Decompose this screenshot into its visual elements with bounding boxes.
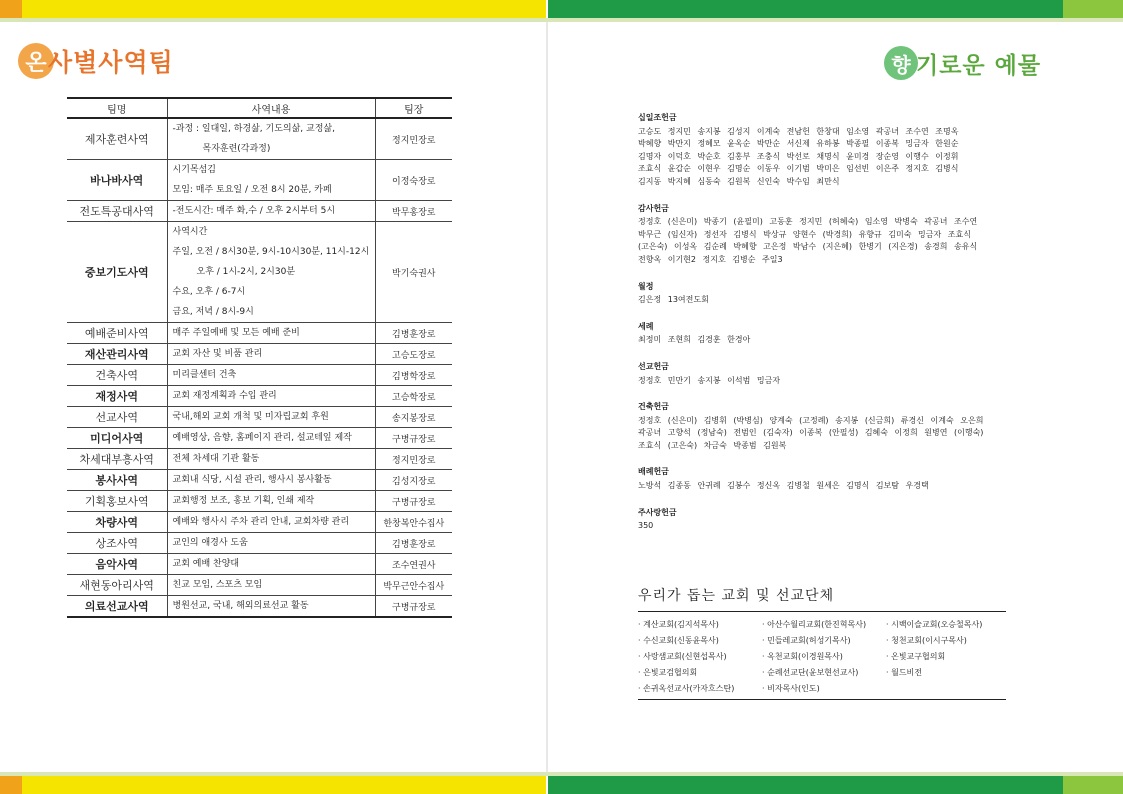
description-line: 사역시간 [172,227,208,237]
team-name: 재산관리사역 [67,344,167,365]
bottom-thin-band [0,772,1123,776]
offering-group [638,401,1038,452]
team-name: 선교사역 [67,407,167,428]
team-name: 차량사역 [67,512,167,533]
offering-group-title: 선교헌금 [638,361,669,371]
description-line: 친교 모임, 스포츠 모임 [172,580,263,590]
ministry-description [167,428,375,449]
description-line: 교인의 애경사 도움 [172,538,248,548]
table-row [67,160,452,201]
offering-names-line: 정정호 (신은미) 김병휘 (박병심) 양계숙 (고정례) 송지봉 (신금희) 류경신 이계숙 오은희 [638,415,984,425]
offering-names-line: 박무근 (임신자) 정선자 김병식 박상규 양현수 (박경희) 유향규 김미숙 밍금자 조효식 [638,229,971,239]
supported-church-item: · 월드비전 [886,668,922,677]
offering-group [638,507,1038,533]
bottom-left-yellow-bar [22,776,546,794]
table-row [67,386,452,407]
description-line: 예배와 행사시 주차 관리 안내, 교회차량 관리 [172,517,350,527]
team-name: 예배준비사역 [67,323,167,344]
supported-churches-title: 우리가 돕는 교회 및 선교단체 [638,585,1006,612]
table-row [67,533,452,554]
supported-church-item: · 시백이슬교회(오승철목사) [886,620,983,629]
team-leader: 이정숙장로 [375,160,452,201]
bottom-right-green-bar [548,776,1063,794]
offering-names-line: 노방석 김종동 안귀례 김봉수 정신옥 김병철 원세은 김명식 김보탐 우경택 [638,481,929,491]
offering-group-title: 배례헌금 [638,467,669,477]
top-right-lime-bar [1063,0,1123,18]
header-desc: 사역내용 [167,98,375,118]
offering-names-line: 고승도 정지민 송지봉 김성지 이계숙 전남헌 한창대 임소영 곽공녀 조수연 조명옥 [638,126,959,136]
supported-churches [638,585,1006,700]
team-leader: 한창복안수집사 [375,512,452,533]
description-line: 교회내 식당, 시설 관리, 행사시 봉사활동 [172,475,332,485]
team-name: 봉사사역 [67,470,167,491]
ministry-description [167,222,375,323]
description-line: 목자훈련(각과정) [202,144,271,154]
supported-church-item: · 옥천교회(이경원목사) [762,652,843,661]
ministry-description [167,554,375,575]
team-name: 상조사역 [67,533,167,554]
supported-church-item: · 손귀옥선교사(카자흐스탄) [638,684,735,693]
offering-names-line: 김명자 이덕호 박순호 김홍부 조충식 박선로 채명식 윤미경 장순영 이행수 이정휘 [638,151,959,161]
right-title-rest: 기로운 예물 [916,51,1042,79]
offering-group [638,466,1038,492]
ministry-table [67,97,452,618]
description-line: 전체 차세대 기관 활동 [172,454,260,464]
ministry-description [167,323,375,344]
ministry-description [167,533,375,554]
table-row [67,344,452,365]
team-name: 차세대부흥사역 [67,449,167,470]
bottom-right-lime-bar [1063,776,1123,794]
ministry-description [167,575,375,596]
supported-church-item: · 사랑샘교회(신현섭목사) [638,652,727,661]
offering-names-line: 김지동 박지혜 심동숙 김원복 신인숙 박수임 최만식 [638,176,840,186]
offering-names-line: 최정미 조현희 김경훈 한경아 [638,335,751,345]
description-line: 시기목섬김 [172,165,216,175]
team-leader: 정지민장로 [375,449,452,470]
team-leader: 김성지장로 [375,470,452,491]
supported-churches-grid [638,612,1006,700]
offering-names-line: 조효식 (고은숙) 차금숙 박종범 김원복 [638,440,787,450]
team-leader: 구병규장로 [375,428,452,449]
supported-church-item: · 민들레교회(허성기목사) [762,636,851,645]
team-leader: 박무홍장로 [375,201,452,222]
description-line: 교회 재정계획과 수입 관리 [172,391,277,401]
description-line: -과정 : 일대일, 하경삶, 기도의삶, 교정삶, [172,124,335,134]
offering-list [638,112,1038,547]
ministry-description [167,407,375,428]
offering-names-line: 정정호 (신은미) 박종기 (윤필미) 고동훈 정지민 (허혜숙) 임소영 박병숙 곽공녀 조수연 [638,217,978,227]
description-line: 모임: 매주 토요일 / 오전 8시 20분, 카페 [172,185,332,195]
table-row [67,575,452,596]
table-row [67,449,452,470]
team-name: 재정사역 [67,386,167,407]
left-title-rest: 사별사역팀 [48,48,174,77]
table-row [67,407,452,428]
right-title-first-char: 향 [884,46,918,80]
table-row [67,512,452,533]
ministry-description [167,344,375,365]
offering-group [638,203,1038,267]
supported-church-item: · 수신교회(신동윤목사) [638,636,719,645]
top-left-yellow-bar [22,0,546,18]
table-header-row [67,98,452,118]
description-line: 수요, 오후 / 6-7시 [172,287,246,297]
team-leader: 고승학장로 [375,386,452,407]
description-line: 국내,해외 교회 개척 및 미자립교회 후원 [172,412,329,422]
ministry-description [167,118,375,160]
table-row [67,118,452,160]
top-thin-band [0,18,1123,22]
team-name: 기획홍보사역 [67,491,167,512]
supported-church-item: · 은빛교검협의회 [638,668,698,677]
team-leader: 김병학장로 [375,365,452,386]
offering-group-title: 십일조헌금 [638,113,677,122]
offering-names-line: 박혜향 박만지 정혜모 윤옥순 박만순 서신제 유하봉 박종필 이종복 밍금자 한원순 [638,139,959,149]
ministry-table-body [67,118,452,617]
offering-group [638,321,1038,347]
table-row [67,596,452,618]
team-leader: 송지봉장로 [375,407,452,428]
team-leader: 구병규장로 [375,596,452,618]
description-line: 오후 / 1시-2시, 2시30분 [196,267,296,277]
description-line: 교회 자산 및 비품 관리 [172,349,263,359]
ministry-description [167,160,375,201]
offering-names-line: 350 [638,521,654,531]
description-line: 교회 예배 찬양대 [172,559,240,569]
team-name: 건축사역 [67,365,167,386]
supported-church-item: · 비자목사(인도) [762,684,820,693]
header-leader: 팀장 [375,98,452,118]
page-spine [546,22,548,772]
ministry-description [167,365,375,386]
offering-names-line: 조효식 윤갑순 이현우 김명순 이동우 이기범 박미은 임선빈 이은주 정지호 김병식 [638,164,959,174]
supported-church-item: · 청천교회(이시구목사) [886,636,967,645]
supported-church-item: · 아산수월리교회(한진혁목사) [762,620,867,629]
team-leader: 조수연권사 [375,554,452,575]
ministry-description [167,470,375,491]
team-name: 새현동아리사역 [67,575,167,596]
table-row [67,428,452,449]
offering-names-line: (고은숙) 이성옥 김순례 박혜향 고은정 박남수 (지은혜) 한병기 (지은경) 송경희 송유식 [638,242,978,252]
offering-group-title: 감사헌금 [638,203,669,213]
offering-group [638,112,1038,189]
offering-group [638,361,1038,387]
description-line: 금요, 저녁 / 8시-9시 [172,307,254,317]
table-row [67,365,452,386]
offering-names-line: 김은정 13여전도회 [638,295,709,305]
supported-church-item: · 계산교회(김지석목사) [638,620,719,629]
offering-group [638,281,1038,307]
team-leader: 정지민장로 [375,118,452,160]
table-row [67,323,452,344]
description-line: 매주 주일예배 및 모든 예배 준비 [172,328,300,338]
ministry-description [167,386,375,407]
right-page-title [884,42,1041,84]
team-name: 음악사역 [67,554,167,575]
top-left-orange-bar [0,0,22,18]
team-name: 의료선교사역 [67,596,167,618]
offering-group-title: 건축헌금 [638,402,669,412]
team-name: 바나바사역 [67,160,167,201]
table-row [67,201,452,222]
ministry-description [167,449,375,470]
top-right-green-bar [548,0,1063,18]
table-row [67,491,452,512]
ministry-description [167,201,375,222]
ministry-description [167,596,375,618]
offering-group-title: 주사랑헌금 [638,507,677,517]
team-name: 미디어사역 [67,428,167,449]
left-page-title [18,40,174,82]
team-leader: 박무근안수집사 [375,575,452,596]
offering-group-title: 세례 [638,321,654,331]
header-team: 팀명 [67,98,167,118]
team-leader: 김병훈장로 [375,533,452,554]
offering-group-title: 월정 [638,281,654,291]
description-line: 병원선교, 국내, 해외의료선교 활동 [172,601,309,611]
team-name: 전도특공대사역 [67,201,167,222]
description-line: 주일, 오전 / 8시30분, 9시-10시30분, 11시-12시 [172,247,370,257]
ministry-description [167,512,375,533]
ministry-description [167,491,375,512]
description-line: 예배영상, 음향, 홈페이지 관리, 설교테잎 제작 [172,433,352,443]
team-name: 제자훈련사역 [67,118,167,160]
description-line: 미리클센터 건축 [172,370,237,380]
team-leader: 김병훈장로 [375,323,452,344]
team-leader: 구병규장로 [375,491,452,512]
team-leader: 박기숙권사 [375,222,452,323]
offering-names-line: 전향옥 이기현2 정지호 김병순 주일3 [638,254,783,264]
offering-names-line: 정정호 민만기 송지봉 이석범 밍금자 [638,375,781,385]
team-leader: 고승도장로 [375,344,452,365]
table-row [67,470,452,491]
supported-church-item: · 온빛교구협의회 [886,652,946,661]
description-line: 교회행정 보조, 홍보 기획, 인쇄 제작 [172,496,315,506]
supported-church-item: · 순례선교단(윤보현선교사) [762,668,859,677]
bottom-left-orange-bar [0,776,22,794]
offering-names-line: 곽공녀 고향석 (정남숙) 전범인 (김숙자) 이종복 (안필성) 김혜숙 이정희 원병연 (이행숙) [638,428,984,438]
table-row [67,554,452,575]
team-name: 중보기도사역 [67,222,167,323]
table-row [67,222,452,323]
description-line: -전도시간: 매주 화,수 / 오후 2시부터 5시 [172,206,336,216]
left-title-first-char: 온 [18,43,54,79]
